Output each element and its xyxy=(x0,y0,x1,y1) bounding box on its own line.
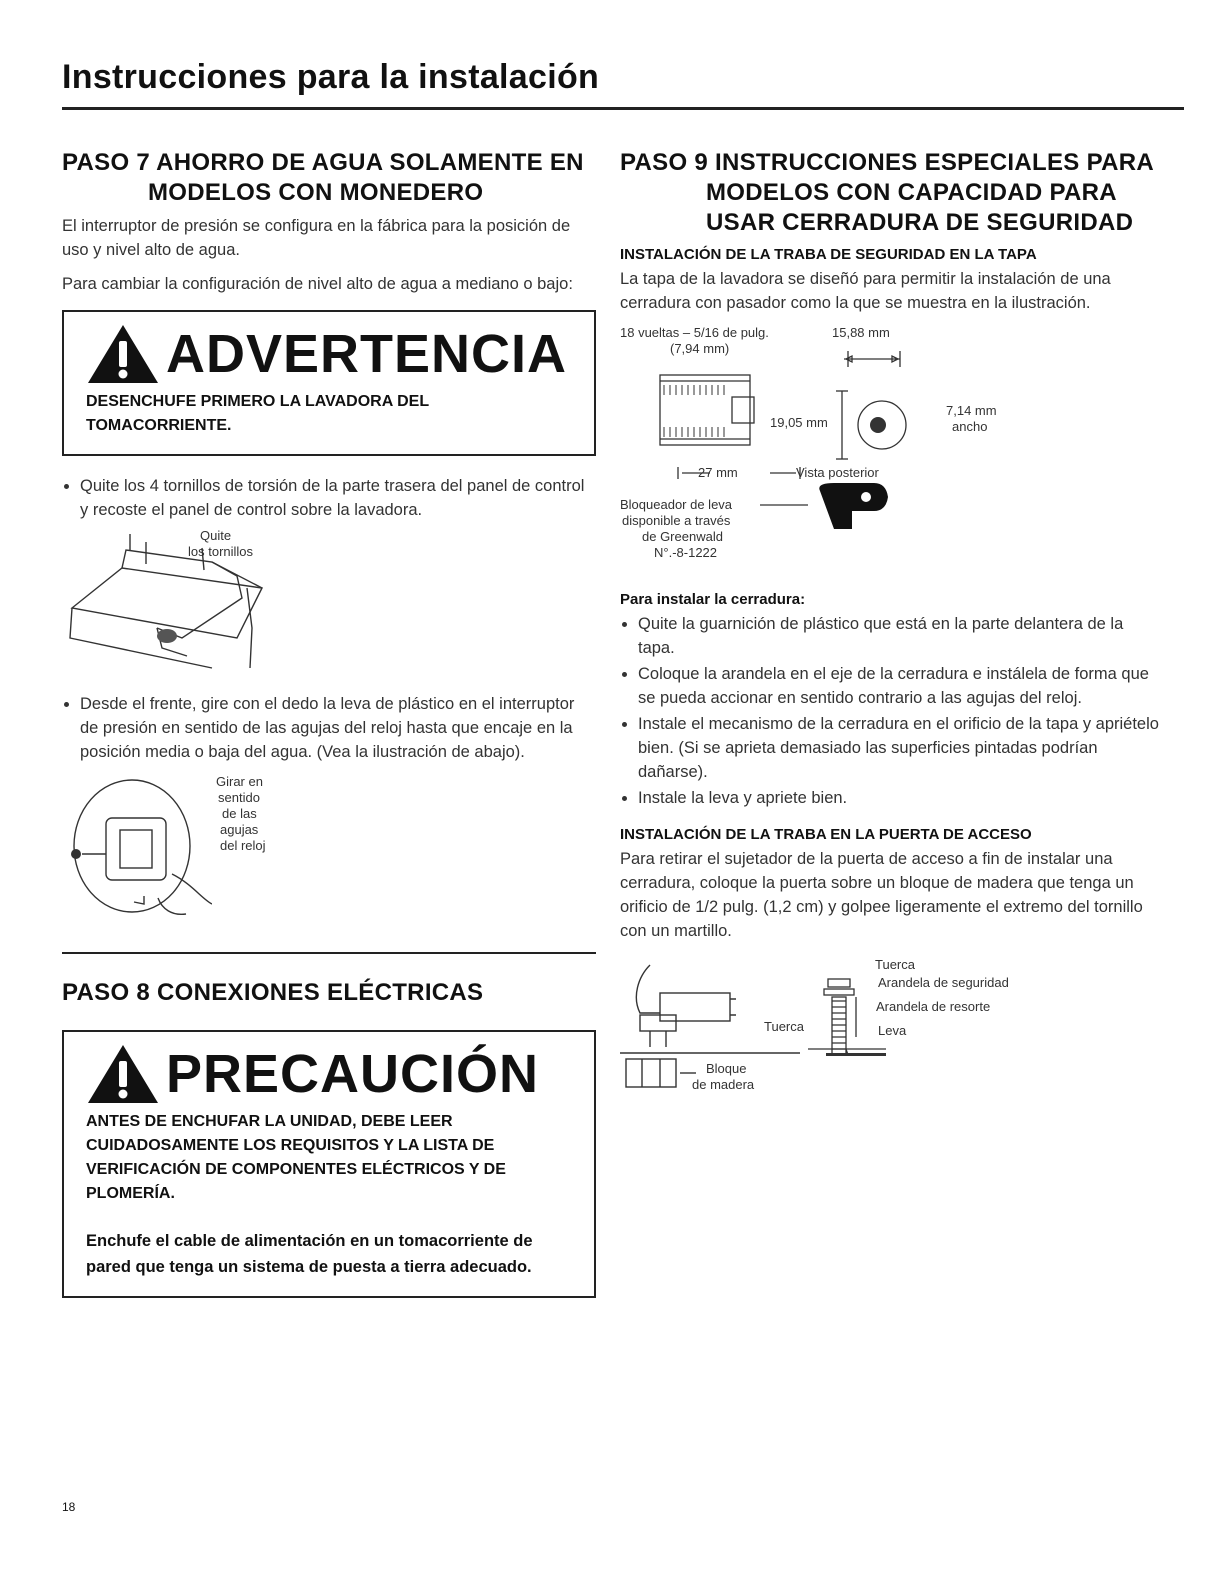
cam-label-2: disponible a través xyxy=(622,513,731,528)
fig1-label-b: los tornillos xyxy=(188,544,254,559)
lock-washer-label: Arandela de seguridad xyxy=(878,975,1009,990)
warning-triangle-icon xyxy=(86,323,160,385)
caution-triangle-icon xyxy=(86,1043,160,1105)
step7-bullet-1: • Quite los 4 tornillos de torsión de la parte trasera del panel de control y recoste el panel de control sobre la lavadora. xyxy=(80,474,596,522)
fig2-label-4: agujas xyxy=(220,822,259,837)
caution-box xyxy=(62,1030,596,1298)
turns-mm-label: (7,94 mm) xyxy=(670,341,730,356)
spring-washer-label: Arandela de resorte xyxy=(876,999,991,1014)
left-column xyxy=(62,148,596,1298)
wood-block-label-2: de madera xyxy=(692,1077,755,1092)
lock-dimensions-figure xyxy=(620,325,1160,575)
warning-text: DESENCHUFE PRIMERO LA LAVADORA DEL TOMACORRIENTE. xyxy=(86,393,429,434)
install-bullet-3: • Instale el mecanismo de la cerradura en el orificio de la tapa y apriételo bien. (Si se aprieta demasiado las superficies pintadas podrían dañarse). xyxy=(638,712,1160,784)
pressure-switch-illustration xyxy=(62,774,212,924)
install-bullet-1: • Quite la guarnición de plástico que está en la parte delantera de la tapa. xyxy=(638,612,1160,660)
step7-paragraph-2: Para cambiar la configuración de nivel alto de agua a mediano o bajo: xyxy=(62,275,573,293)
washer-top-illustration xyxy=(62,528,302,678)
width-label: 7,14 mm xyxy=(946,403,997,418)
step9-title-line2: MODELOS CON CAPACIDAD PARA xyxy=(706,179,1117,206)
cam-label-3: de Greenwald xyxy=(642,529,723,544)
rear-view-label: Vista posterior xyxy=(796,465,879,480)
caution-word: PRECAUCIÓN xyxy=(166,1044,540,1104)
fig2-labels xyxy=(210,774,266,854)
turns-label: 18 vueltas – 5/16 de pulg. xyxy=(620,325,769,340)
install-lock-heading: Para instalar la cerradura: xyxy=(620,591,806,608)
step7-title-line1: PASO 7 AHORRO DE AGUA SOLAMENTE EN xyxy=(62,149,584,176)
access-door-heading: INSTALACIÓN DE LA TRABA EN LA PUERTA DE ACCESO xyxy=(620,826,1032,843)
wood-block-label-1: Bloque xyxy=(706,1061,747,1076)
fig1-label-a: Quite xyxy=(200,528,232,543)
length-label: 27 mm xyxy=(698,465,738,480)
hammer-lock-figure xyxy=(620,957,1160,1107)
nut-label: Tuerca xyxy=(764,1019,804,1034)
fig2-label-2: sentido xyxy=(218,790,260,805)
lid-lock-heading: INSTALACIÓN DE LA TRABA DE SEGURIDAD EN LA TAPA xyxy=(620,246,1037,263)
width-word-label: ancho xyxy=(952,419,988,434)
access-door-paragraph: Para retirar el sujetador de la puerta de acceso a fin de instalar una cerradura, coloque la puerta sobre un bloque de madera que tenga un orificio de 1/2 pulg. (1,2 cm) y golpee ligeramente el extremo del tornillo con un martillo. xyxy=(620,850,1143,940)
step7-bullets-1 xyxy=(62,474,596,522)
step8-heading: PASO 8 CONEXIONES ELÉCTRICAS xyxy=(62,979,484,1006)
nut-top-label: Tuerca xyxy=(875,957,915,972)
step7-heading xyxy=(62,148,596,208)
pressure-switch-figure xyxy=(62,774,596,924)
length-top-label: 15,88 mm xyxy=(832,325,890,340)
install-bullet-2: • Coloque la arandela en el eje de la cerradura e instálela de forma que se pueda accionar en sentido contrario a las agujas del reloj. xyxy=(638,662,1160,710)
lock-cylinder-illustration xyxy=(620,325,980,575)
step9-heading xyxy=(620,148,1160,238)
warning-box xyxy=(62,310,596,456)
page-title: Instrucciones para la instalación xyxy=(62,58,600,96)
lid-lock-paragraph: La tapa de la lavadora se diseñó para permitir la instalación de una cerradura con pasador como la que se muestra en la ilustración. xyxy=(620,270,1111,312)
install-bullet-4: • Instale la leva y apriete bien. xyxy=(638,786,1160,810)
step9-title-line3: USAR CERRADURA DE SEGURIDAD xyxy=(706,209,1134,236)
fig2-label-5: del reloj xyxy=(220,838,266,853)
control-panel-figure xyxy=(62,528,596,678)
step7-bullet-2: • Desde el frente, gire con el dedo la leva de plástico en el interruptor de presión en sentido de las agujas del reloj hasta que encaje en la posición media o baja del agua. (Vea la ilustración de abajo). xyxy=(80,692,596,764)
step7-paragraph-1: El interruptor de presión se configura en la fábrica para la posición de uso y nivel alto de agua. xyxy=(62,217,571,259)
section-divider xyxy=(62,952,596,954)
page-number: 18 xyxy=(62,1500,76,1514)
install-lock-bullets xyxy=(620,612,1160,810)
cam-label-1: Bloqueador de leva xyxy=(620,497,733,512)
header-divider xyxy=(62,107,1184,110)
diameter-label: 19,05 mm xyxy=(770,415,828,430)
fig2-label-3: de las xyxy=(222,806,257,821)
warning-word: ADVERTENCIA xyxy=(166,324,568,384)
warning-title xyxy=(86,322,576,386)
caution-title xyxy=(86,1042,576,1106)
fig2-label-1: Girar en xyxy=(216,774,263,789)
step7-bullets-2 xyxy=(62,692,596,764)
step7-title-line2: MODELOS CON MONEDERO xyxy=(148,179,484,206)
step9-title-line1: PASO 9 INSTRUCCIONES ESPECIALES PARA xyxy=(620,149,1154,176)
cam-part-label: Leva xyxy=(878,1023,907,1038)
cam-label-4: N°.-8-1222 xyxy=(654,545,718,560)
caution-text-2: Enchufe el cable de alimentación en un tomacorriente de pared que tenga un sistema de puesta a tierra adecuado. xyxy=(86,1232,533,1276)
caution-text: ANTES DE ENCHUFAR LA UNIDAD, DEBE LEER CUIDADOSAMENTE LOS REQUISITOS Y LA LISTA DE VERIFICACIÓN DE COMPONENTES ELÉCTRICOS Y DE PLOMERÍA. xyxy=(86,1113,506,1202)
right-column xyxy=(620,148,1160,1107)
